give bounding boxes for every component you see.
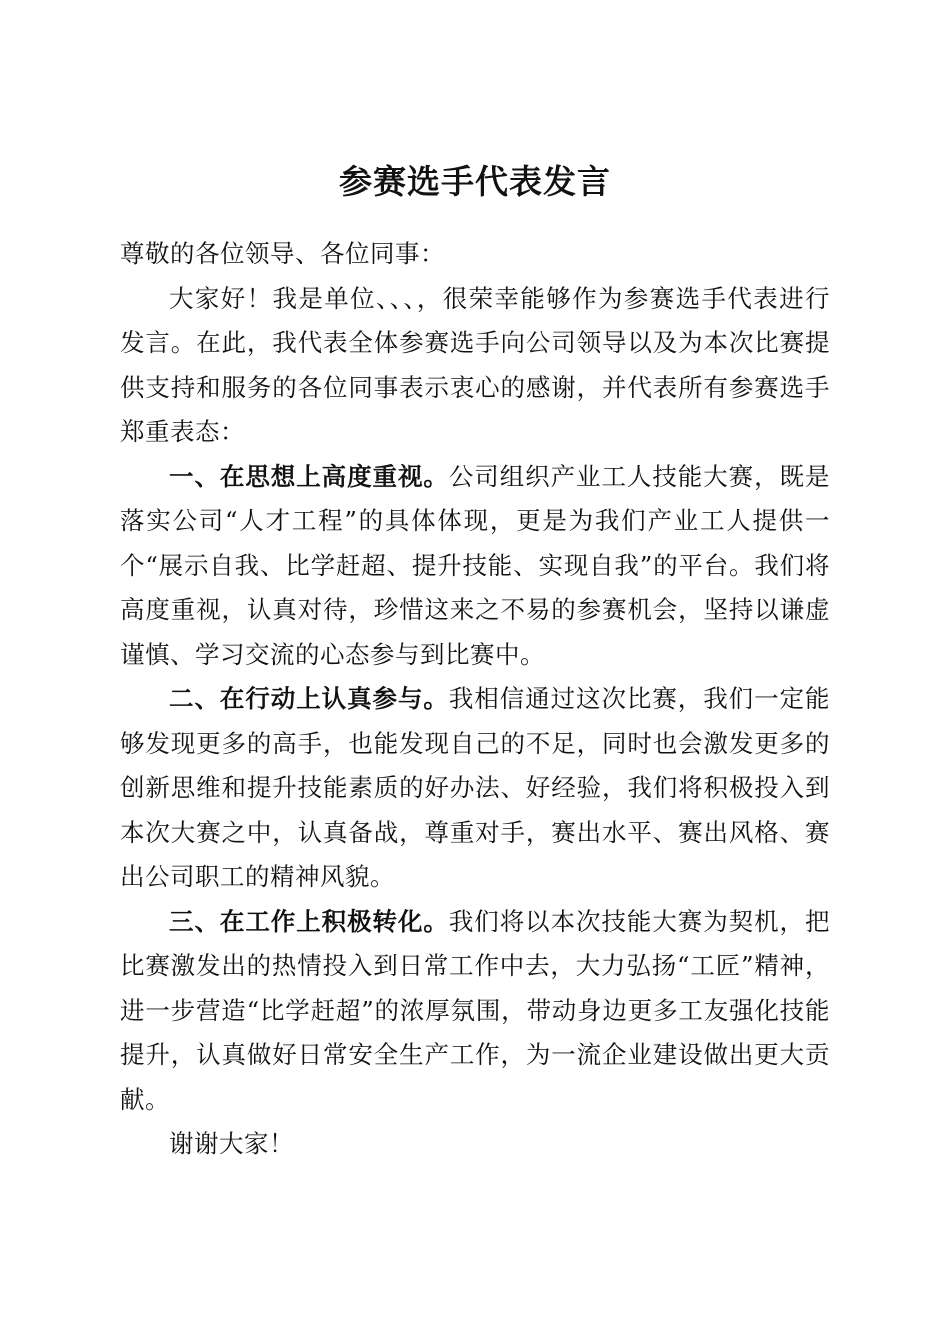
section-heading-2: 二、在行动上认真参与。 (169, 684, 449, 713)
section-paragraph-3 (120, 900, 830, 1123)
document-body (120, 232, 830, 1167)
closing-line: 谢谢大家！ (169, 1129, 294, 1158)
document-title: 参赛选手代表发言 (339, 162, 611, 202)
section-paragraph-1 (120, 455, 830, 678)
section-heading-1: 一、在思想上高度重视。 (169, 461, 449, 491)
section-text-1: 公司组织产业工人技能大赛，既是落实公司“人才工程”的具体体现，更是为我们产业工人提供一个“展示自我、比学赶超、提升技能、实现自我”的平台。我们将高度重视，认真对待，珍惜这来之不易的参赛机会，坚持以谦虚谨慎、学习交流的心态参与到比赛中。 (120, 461, 831, 669)
section-paragraph-2 (120, 677, 830, 900)
section-heading-3: 三、在工作上积极转化。 (169, 906, 449, 936)
section-text-2: 我相信通过这次比赛，我们一定能够发现更多的高手，也能发现自己的不足，同时也会激发更多的创新思维和提升技能素质的好办法、好经验，我们将积极投入到本次大赛之中，认真备战，尊重对手，赛出水平、赛出风格、赛出公司职工的精神风貌。 (120, 684, 831, 891)
section-text-3: 我们将以本次技能大赛为契机，把比赛激发出的热情投入到日常工作中去，大力弘扬“工匠”精神，进一步营造“比学赶超”的浓厚氛围，带动身边更多工友强化技能提升，认真做好日常安全生产工作，为一流企业建设做出更大贡献。 (120, 906, 831, 1114)
salutation: 尊敬的各位领导、各位同事： (120, 239, 445, 268)
intro-paragraph: 大家好！我是单位、、、，很荣幸能够作为参赛选手代表进行发言。在此，我代表全体参赛选手向公司领导以及为本次比赛提供支持和服务的各位同事表示衷心的感谢，并代表所有参赛选手郑重表态： (120, 283, 830, 446)
